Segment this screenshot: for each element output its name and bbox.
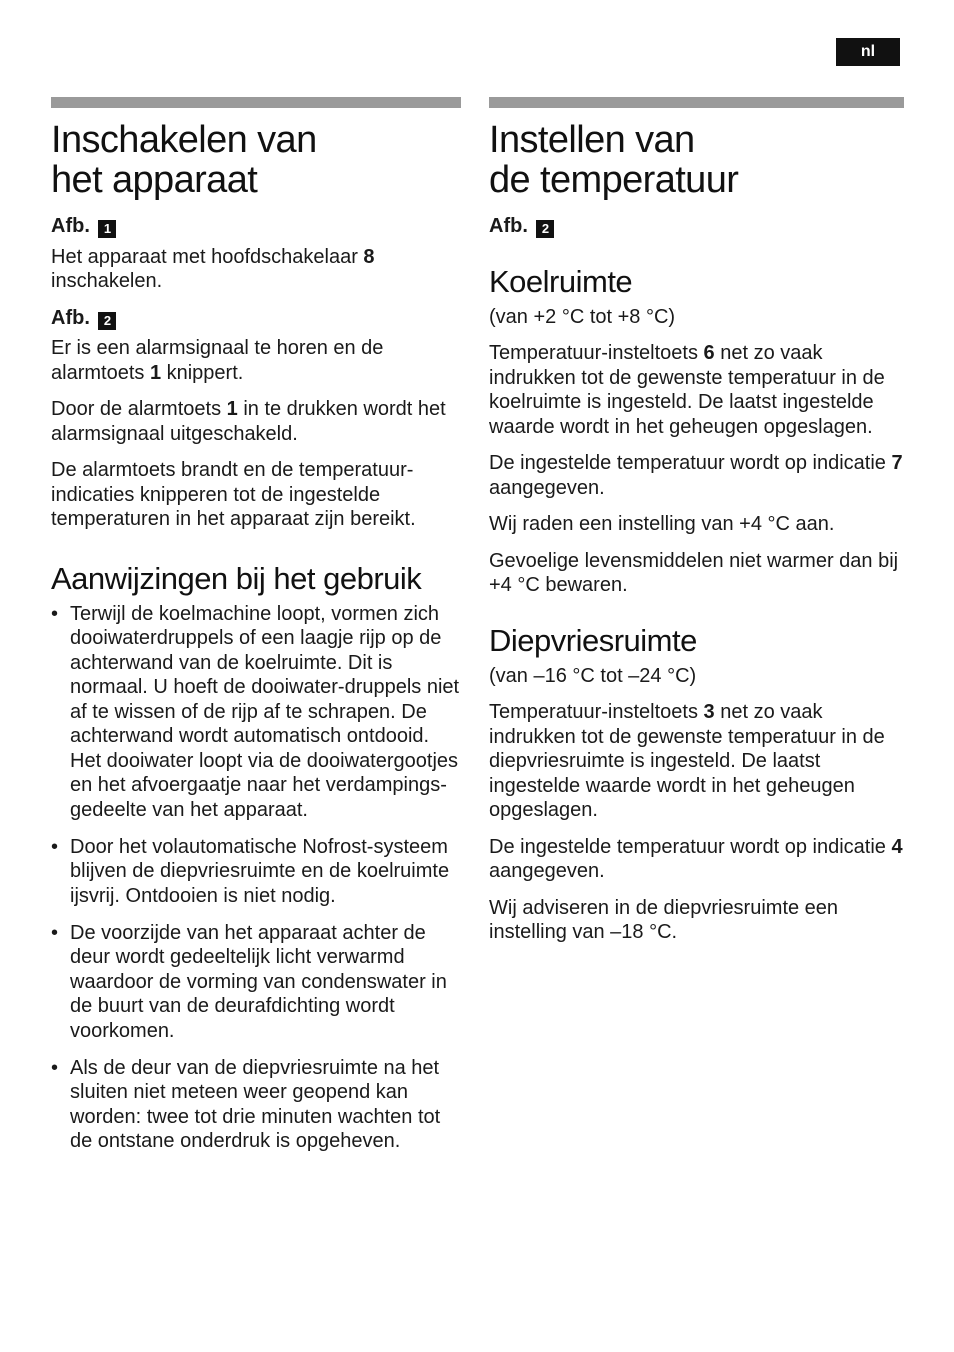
text-run: net zo vaak indrukken tot de gewenste temperatuur in de koelruimte is ingesteld. De laatst ingestelde waarde wordt in het geheugen opgeslagen.: [489, 342, 885, 438]
figure-label: Afb.: [51, 215, 90, 237]
subheading-freezer: Diepvriesruimte: [489, 622, 697, 658]
paragraph: Gevoelige levensmiddelen niet warmer dan bij +4 °C bewaren.: [489, 549, 899, 596]
text-run: in te drukken wordt het alarmsignaal uitgeschakeld.: [51, 398, 446, 445]
text-run: Er is een alarmsignaal te horen en de alarmtoets: [51, 337, 384, 384]
paragraph: [489, 700, 904, 823]
list-item: [51, 921, 461, 1044]
figure-reference: [51, 306, 461, 331]
paragraph: De alarmtoets brandt en de temperatuur-indicaties knipperen tot de ingestelde temperaturen in het apparaat zijn bereikt.: [51, 459, 416, 530]
paragraph: [51, 245, 461, 294]
text-run: Temperatuur-insteltoets: [489, 701, 704, 723]
usage-notes-list: [51, 602, 461, 1154]
callout-number: 6: [703, 342, 715, 364]
text-run: knippert.: [161, 361, 244, 384]
callout-number: 7: [891, 452, 903, 474]
left-column: [51, 97, 461, 1166]
section-rule: [51, 97, 461, 108]
paragraph: [489, 451, 904, 500]
text-run: aangegeven.: [489, 860, 605, 882]
paragraph: Wij adviseren in de diepvriesruimte een instelling van –18 °C.: [489, 896, 839, 943]
text-run: De ingestelde temperatuur wordt op indicatie: [489, 452, 892, 474]
paragraph: [489, 835, 904, 884]
figure-number-badge: 2: [98, 312, 116, 330]
callout-number: 1: [226, 398, 238, 420]
paragraph: Wij raden een instelling van +4 °C aan.: [489, 513, 835, 535]
subheading-fridge: Koelruimte: [489, 263, 633, 299]
paragraph: [51, 336, 461, 385]
callout-number: 1: [149, 361, 162, 384]
bullet: •: [51, 835, 59, 858]
text-run: Door de alarmtoets: [51, 398, 227, 420]
heading-line: de temperatuur: [489, 159, 739, 201]
list-item: [51, 1056, 461, 1154]
figure-label: Afb.: [51, 306, 90, 329]
heading-line: Instellen van: [489, 119, 695, 161]
bullet: •: [51, 921, 59, 944]
section-heading-temperature: [489, 120, 904, 200]
temperature-range: (van +2 °C tot +8 °C): [489, 305, 676, 328]
text-run: Temperatuur-insteltoets: [489, 342, 704, 364]
text-run: De ingestelde temperatuur wordt op indicatie: [489, 835, 892, 858]
callout-number: 3: [703, 701, 715, 723]
text-run: aangegeven.: [489, 476, 605, 499]
heading-line: het apparaat: [51, 159, 258, 201]
figure-number-badge: 1: [98, 220, 116, 238]
section-heading-switch-on: [51, 120, 461, 200]
list-item: [51, 835, 461, 909]
paragraph: [489, 341, 904, 439]
paragraph: [51, 397, 461, 446]
list-item-text: Terwijl de koelmachine loopt, vormen zich dooiwaterdruppels of een laagje rijp op de achterwand van de koelruimte. Dit is normaal. U hoeft de dooiwater-druppels niet af te wissen of de rijp af te schrapen. De achterwand wordt automatisch ontdooid. Het dooiwater loopt via de dooiwatergootjes en het afvoergaatje naar het verdampings-gedeelte van het apparaat.: [70, 602, 460, 821]
bullet: •: [51, 1056, 59, 1079]
heading-line: Inschakelen van: [51, 119, 317, 161]
list-item-text: Door het volautomatische Nofrost-systeem blijven de diepvriesruimte en de koelruimte ijsvrij. Ontdooien is niet nodig.: [70, 835, 450, 907]
text-run: Het apparaat met hoofdschakelaar: [51, 245, 364, 268]
list-item-text: Als de deur van de diepvriesruimte na het sluiten niet meteen weer geopend kan worden: twee tot drie minuten wachten tot de ontstane onderdruk is opgeheven.: [70, 1056, 441, 1152]
figure-number-badge: 2: [536, 220, 554, 238]
right-column: [489, 97, 904, 945]
figure-label: Afb.: [489, 215, 528, 237]
figure-reference: [489, 214, 904, 239]
list-item-text: De voorzijde van het apparaat achter de deur wordt gedeeltelijk licht verwarmd waardoor de vorming van condenswater in de buurt van de deurafdichting wordt voorkomen.: [70, 921, 447, 1042]
temperature-range: (van –16 °C tot –24 °C): [489, 664, 697, 687]
callout-number: 8: [363, 245, 375, 268]
bullet: •: [51, 602, 59, 625]
text-run: net zo vaak indrukken tot de gewenste temperatuur in de diepvriesruimte is ingesteld. De laatst ingestelde waarde wordt in het geheugen opgeslagen.: [489, 701, 885, 821]
text-run: inschakelen.: [51, 270, 163, 292]
list-item: [51, 602, 461, 823]
language-badge: nl: [836, 38, 900, 66]
subheading-usage-notes: Aanwijzingen bij het gebruik: [51, 560, 422, 596]
callout-number: 4: [891, 835, 903, 858]
figure-reference: [51, 214, 461, 239]
section-rule: [489, 97, 904, 108]
